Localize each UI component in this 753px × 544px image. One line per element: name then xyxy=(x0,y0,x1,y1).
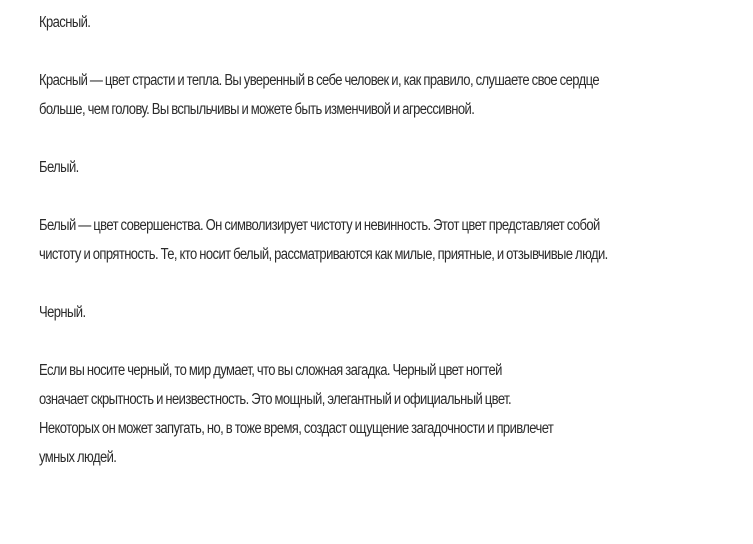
paragraph-line: означает скрытность и неизвестность. Это мощный, элегантный и официальный цвет. xyxy=(39,391,512,408)
section-gap xyxy=(39,124,739,153)
paragraph-line: умных людей. xyxy=(39,449,117,466)
section-black xyxy=(39,298,739,472)
paragraph-gap xyxy=(39,37,739,66)
paragraph-line: Белый — цвет совершенства. Он символизирует чистоту и невинность. Этот цвет представляет собой xyxy=(39,217,600,234)
paragraph-line: Красный — цвет страсти и тепла. Вы уверенный в себе человек и, как правило, слушаете свое сердце xyxy=(39,72,600,89)
section-heading: Черный. xyxy=(39,304,86,321)
section-white xyxy=(39,153,739,269)
paragraph-gap xyxy=(39,327,739,356)
document-text xyxy=(39,8,739,472)
paragraph-line: Если вы носите черный, то мир думает, что вы сложная загадка. Черный цвет ногтей xyxy=(39,362,502,379)
section-heading: Белый. xyxy=(39,159,79,176)
section-red xyxy=(39,8,739,124)
paragraph-line: Некоторых он может запугать, но, в тоже время, создаст ощущение загадочности и привлечет xyxy=(39,420,554,437)
section-heading: Красный. xyxy=(39,14,91,31)
paragraph-line: чистоту и опрятность. Те, кто носит белый, рассматриваются как милые, приятные, и отзывчивые люди. xyxy=(39,246,608,263)
paragraph-line: больше, чем голову. Вы вспыльчивы и можете быть изменчивой и агрессивной. xyxy=(39,101,475,118)
paragraph-gap xyxy=(39,182,739,211)
section-gap xyxy=(39,269,739,298)
